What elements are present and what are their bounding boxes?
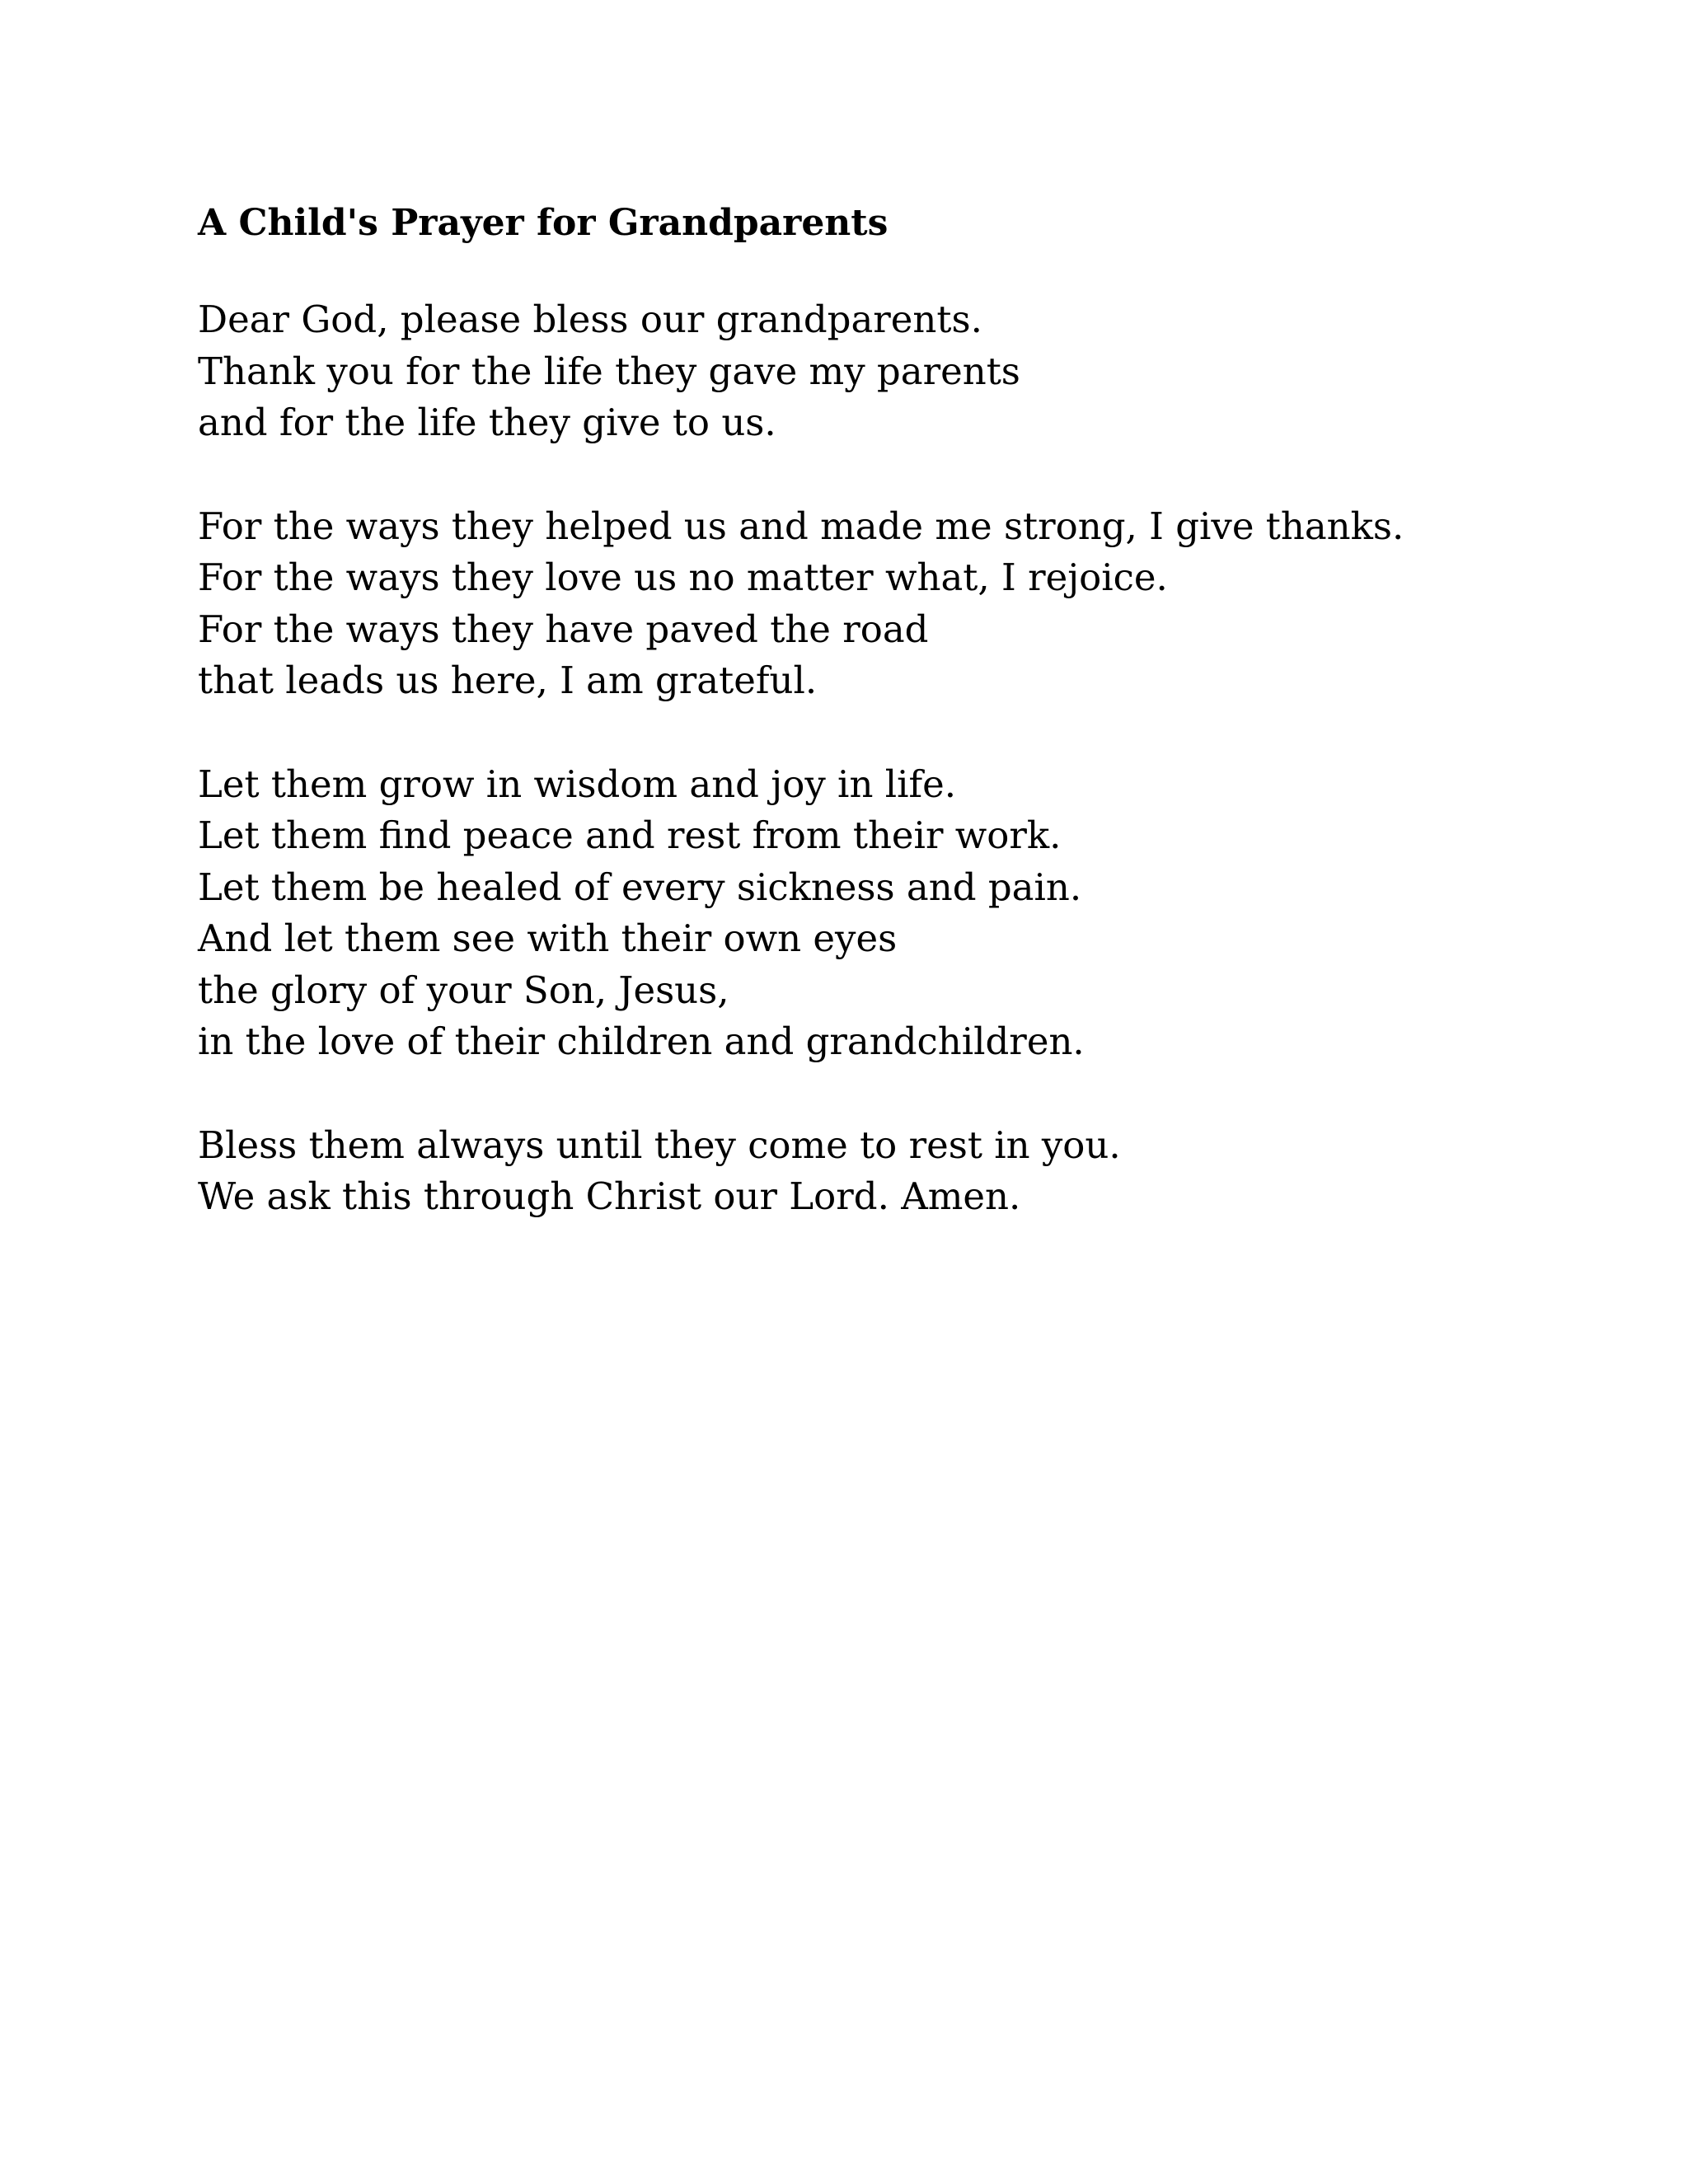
prayer-line: and for the life they give to us.: [198, 401, 776, 444]
prayer-line: Bless them always until they come to rest in you.: [198, 1122, 1121, 1167]
prayer-line: Let them find peace and rest from their work.: [198, 813, 1062, 857]
stanza-3: [198, 759, 1599, 1068]
prayer-line: Dear God, please bless our grandparents.: [198, 298, 982, 341]
prayer-line: We ask this through Christ our Lord. Amen.: [198, 1174, 1021, 1218]
prayer-line: that leads us here, I am grateful.: [198, 658, 818, 702]
stanza-4: [198, 1120, 1599, 1223]
prayer-line: the glory of your Son, Jesus,: [198, 968, 729, 1012]
prayer-line: Let them be healed of every sickness and pain.: [198, 865, 1082, 909]
prayer-line: Let them grow in wisdom and joy in life.: [198, 762, 957, 806]
prayer-body: [198, 294, 1599, 1275]
stanza-2: [198, 501, 1599, 707]
prayer-line: For the ways they helped us and made me strong, I give thanks.: [198, 504, 1404, 548]
prayer-title: A Child's Prayer for Grandparents: [198, 202, 889, 244]
prayer-line: in the love of their children and grandchildren.: [198, 1019, 1085, 1063]
stanza-1: [198, 294, 1599, 449]
prayer-line: For the ways they love us no matter what, I rejoice.: [198, 555, 1168, 599]
prayer-line: And let them see with their own eyes: [198, 916, 898, 960]
prayer-line: Thank you for the life they gave my parents: [198, 349, 1020, 393]
prayer-line: For the ways they have paved the road: [198, 607, 929, 651]
